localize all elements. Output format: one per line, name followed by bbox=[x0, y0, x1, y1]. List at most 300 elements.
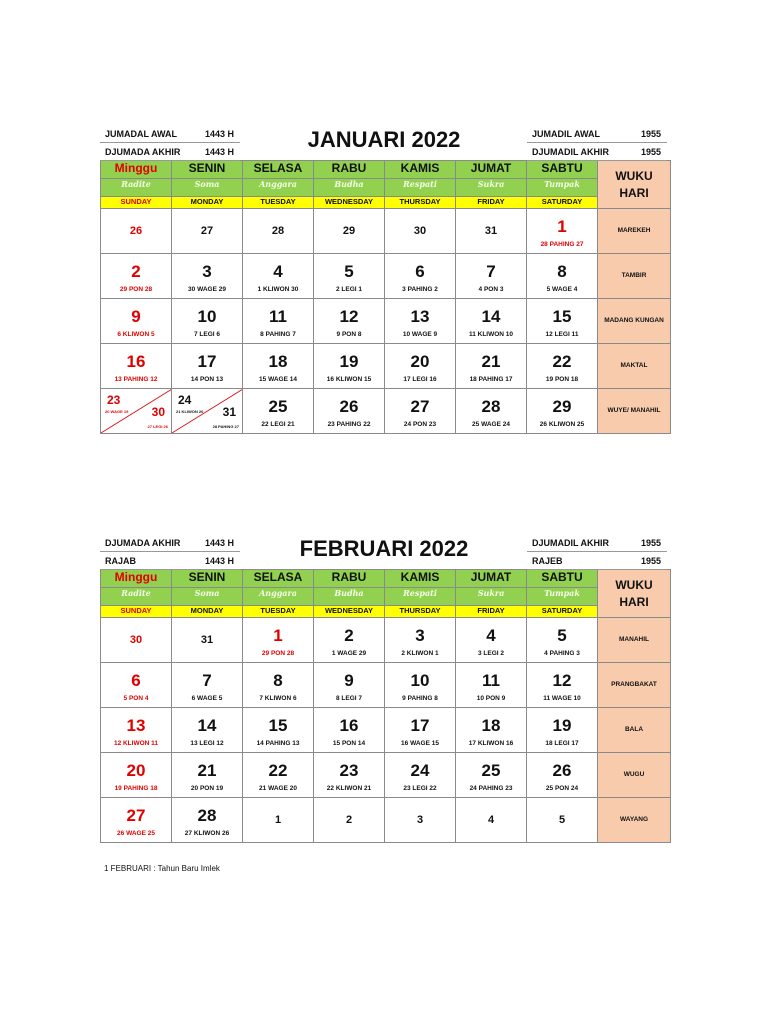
day-cell[interactable] bbox=[243, 618, 314, 663]
pasaran-label: 2 LEGI 1 bbox=[335, 286, 362, 293]
info-value: 1443 H bbox=[204, 538, 234, 548]
pasaran-label: 8 LEGI 7 bbox=[335, 695, 362, 702]
day-cell[interactable] bbox=[385, 708, 456, 753]
day-number: 16 bbox=[126, 352, 146, 371]
day-cell[interactable] bbox=[527, 798, 598, 843]
pasaran-label: 27 KLIWON 26 bbox=[184, 830, 230, 837]
wuku-name: BALA bbox=[598, 708, 671, 753]
pasaran-label: 19 PON 18 bbox=[545, 376, 579, 383]
info-label: DJUMADIL AKHIR bbox=[532, 538, 610, 548]
day-cell[interactable] bbox=[385, 209, 456, 254]
day-number: 25 bbox=[481, 761, 501, 780]
pasaran-label: 26 KLIWON 25 bbox=[539, 421, 585, 428]
day-cell[interactable] bbox=[314, 708, 385, 753]
pasaran-label: 5 WAGE 4 bbox=[546, 286, 578, 293]
month-calendar bbox=[100, 534, 670, 843]
day-cell[interactable] bbox=[101, 389, 172, 434]
weekday-name: SENIN bbox=[172, 570, 243, 588]
javanese-day-name: Respati bbox=[385, 179, 456, 197]
day-cell[interactable] bbox=[314, 209, 385, 254]
pasaran-label: 7 LEGI 6 bbox=[193, 331, 220, 338]
weekday-name: Minggu bbox=[101, 161, 172, 179]
wuku-name: WUYE/ MANAHIL bbox=[598, 389, 671, 434]
day-number: 17 bbox=[197, 352, 217, 371]
weekday-name: SABTU bbox=[527, 161, 598, 179]
hijri-month-info bbox=[100, 143, 240, 161]
wuku-header bbox=[598, 161, 671, 209]
day-number: 29 bbox=[342, 225, 356, 237]
pasaran-label: 1 WAGE 29 bbox=[331, 650, 367, 657]
day-number: 11 bbox=[482, 671, 500, 690]
day-cell[interactable] bbox=[527, 663, 598, 708]
day-number: 5 bbox=[558, 814, 566, 826]
day-number: 20 bbox=[126, 761, 146, 780]
day-number: 20 bbox=[410, 352, 430, 371]
day-cell[interactable] bbox=[456, 708, 527, 753]
wuku-name: PRANGBAKAT bbox=[598, 663, 671, 708]
pasaran-label: 8 PAHING 7 bbox=[260, 331, 296, 338]
pasaran-label: 1 KLIWON 30 bbox=[257, 286, 299, 293]
pasaran-label: 15 WAGE 14 bbox=[259, 376, 297, 383]
day-cell[interactable] bbox=[243, 389, 314, 434]
day-number: 28 bbox=[481, 397, 501, 416]
week-row bbox=[101, 798, 671, 843]
info-value: 1443 H bbox=[204, 129, 234, 139]
day-number: 24 bbox=[410, 761, 430, 780]
weekday-name: JUMAT bbox=[456, 570, 527, 588]
day-number: 1 bbox=[273, 626, 283, 645]
pasaran-label: 3 LEGI 2 bbox=[477, 650, 504, 657]
pasaran-label: 11 WAGE 10 bbox=[543, 695, 581, 702]
day-number: 23 bbox=[339, 761, 359, 780]
day-number: 27 bbox=[126, 806, 146, 825]
pasaran-label: 30 WAGE 29 bbox=[188, 286, 226, 293]
day-number: 16 bbox=[339, 716, 359, 735]
day-number: 3 bbox=[415, 626, 425, 645]
pasaran-label: 16 WAGE 15 bbox=[401, 740, 439, 747]
pasaran-label: 13 LEGI 12 bbox=[190, 740, 224, 747]
pasaran-label: 16 KLIWON 15 bbox=[326, 376, 372, 383]
english-day-name: MONDAY bbox=[172, 197, 243, 209]
wuku-header bbox=[598, 570, 671, 618]
english-day-name: THURSDAY bbox=[385, 197, 456, 209]
javanese-day-name: Tumpak bbox=[527, 588, 598, 606]
weekday-name: SELASA bbox=[243, 161, 314, 179]
day-number: 5 bbox=[344, 262, 354, 281]
english-day-name: TUESDAY bbox=[243, 606, 314, 618]
pasaran-label: 6 WAGE 5 bbox=[191, 695, 223, 702]
day-number: 1 bbox=[557, 217, 567, 236]
day-number: 30 bbox=[129, 634, 143, 646]
day-cell[interactable] bbox=[456, 254, 527, 299]
weekday-name: RABU bbox=[314, 161, 385, 179]
day-number: 18 bbox=[481, 716, 501, 735]
pasaran-label: 27 LEGI 26 bbox=[147, 424, 168, 429]
weekday-row bbox=[101, 570, 671, 588]
day-cell[interactable] bbox=[385, 254, 456, 299]
day-cell[interactable] bbox=[101, 344, 172, 389]
day-number: 5 bbox=[557, 626, 567, 645]
day-cell[interactable] bbox=[456, 344, 527, 389]
pasaran-label: 24 PAHING 23 bbox=[469, 785, 513, 792]
day-number: 21 bbox=[481, 352, 501, 371]
day-number: 10 bbox=[197, 307, 217, 326]
day-cell[interactable] bbox=[243, 209, 314, 254]
day-cell[interactable] bbox=[101, 209, 172, 254]
weekday-name: SABTU bbox=[527, 570, 598, 588]
pasaran-label: 23 LEGI 22 bbox=[403, 785, 437, 792]
wuku-header-line: HARI bbox=[619, 594, 649, 609]
day-number: 2 bbox=[344, 626, 354, 645]
day-cell[interactable] bbox=[101, 254, 172, 299]
day-cell[interactable] bbox=[172, 798, 243, 843]
wuku-name: MAREKEH bbox=[598, 209, 671, 254]
day-cell[interactable] bbox=[456, 663, 527, 708]
pasaran-label: 18 LEGI 17 bbox=[545, 740, 579, 747]
wuku-name: MAKTAL bbox=[598, 344, 671, 389]
day-cell[interactable] bbox=[527, 299, 598, 344]
week-row bbox=[101, 299, 671, 344]
pasaran-label: 7 KLIWON 6 bbox=[259, 695, 297, 702]
day-number: 15 bbox=[268, 716, 288, 735]
pasaran-label: 10 PON 9 bbox=[476, 695, 506, 702]
pasaran-label: 15 PON 14 bbox=[332, 740, 366, 747]
day-cell[interactable] bbox=[456, 618, 527, 663]
day-cell[interactable] bbox=[243, 344, 314, 389]
day-number: 4 bbox=[487, 814, 495, 826]
pasaran-label: 12 LEGI 11 bbox=[545, 331, 579, 338]
day-cell[interactable] bbox=[101, 753, 172, 798]
info-value: 1443 H bbox=[204, 556, 234, 566]
pasaran-label: 3 PAHING 2 bbox=[402, 286, 438, 293]
day-number: 9 bbox=[131, 307, 141, 326]
day-number: 2 bbox=[345, 814, 353, 826]
day-cell[interactable] bbox=[314, 254, 385, 299]
day-cell[interactable] bbox=[101, 708, 172, 753]
info-value: 1955 bbox=[640, 556, 661, 566]
wuku-name: MADANG KUNGAN bbox=[598, 299, 671, 344]
split-day-cell bbox=[101, 389, 171, 433]
day-number: 2 bbox=[131, 262, 141, 281]
day-number: 4 bbox=[486, 626, 496, 645]
day-number: 8 bbox=[557, 262, 567, 281]
month-header bbox=[100, 125, 670, 160]
day-cell[interactable] bbox=[456, 389, 527, 434]
info-label: JUMADIL AWAL bbox=[532, 129, 601, 139]
pasaran-label: 29 PON 28 bbox=[261, 650, 295, 657]
javanese-day-row bbox=[101, 179, 671, 197]
day-cell[interactable] bbox=[101, 798, 172, 843]
day-number: 15 bbox=[552, 307, 572, 326]
javanese-year-info bbox=[527, 552, 667, 570]
javanese-day-name: Radite bbox=[101, 588, 172, 606]
day-number: 19 bbox=[552, 716, 572, 735]
calendar-table bbox=[100, 160, 671, 434]
day-number: 31 bbox=[484, 225, 498, 237]
wuku-name: WUGU bbox=[598, 753, 671, 798]
info-value: 1443 H bbox=[204, 147, 234, 157]
pasaran-label: 5 PON 4 bbox=[123, 695, 149, 702]
day-cell[interactable] bbox=[172, 618, 243, 663]
day-cell[interactable] bbox=[314, 663, 385, 708]
day-cell[interactable] bbox=[243, 663, 314, 708]
week-row bbox=[101, 209, 671, 254]
pasaran-label: 17 KLIWON 16 bbox=[468, 740, 514, 747]
day-cell[interactable] bbox=[243, 254, 314, 299]
pasaran-label: 9 PAHING 8 bbox=[402, 695, 438, 702]
info-label: DJUMADA AKHIR bbox=[105, 147, 181, 157]
day-cell[interactable] bbox=[314, 798, 385, 843]
english-day-name: THURSDAY bbox=[385, 606, 456, 618]
weekday-row bbox=[101, 161, 671, 179]
day-number: 14 bbox=[197, 716, 217, 735]
day-cell[interactable] bbox=[527, 209, 598, 254]
english-day-name: MONDAY bbox=[172, 606, 243, 618]
day-cell[interactable] bbox=[527, 618, 598, 663]
day-cell[interactable] bbox=[527, 708, 598, 753]
day-number: 30 bbox=[413, 225, 427, 237]
day-cell[interactable] bbox=[172, 344, 243, 389]
info-label: DJUMADIL AKHIR bbox=[532, 147, 610, 157]
day-number: 12 bbox=[339, 307, 359, 326]
javanese-day-name: Tumpak bbox=[527, 179, 598, 197]
weekday-name: SENIN bbox=[172, 161, 243, 179]
pasaran-label: 28 PAHING 27 bbox=[212, 424, 239, 429]
pasaran-label: 9 PON 8 bbox=[336, 331, 362, 338]
javanese-day-name: Soma bbox=[172, 588, 243, 606]
pasaran-label: 20 WAGE 19 bbox=[105, 409, 129, 414]
day-number: 7 bbox=[486, 262, 496, 281]
calendar-table bbox=[100, 569, 671, 843]
english-day-name: SUNDAY bbox=[101, 197, 172, 209]
javanese-day-name: Sukra bbox=[456, 179, 527, 197]
weekday-name: JUMAT bbox=[456, 161, 527, 179]
footnote: 1 FEBRUARI : Tahun Baru Imlek bbox=[104, 864, 220, 873]
month-title: FEBRUARI 2022 bbox=[299, 536, 469, 561]
week-row bbox=[101, 389, 671, 434]
english-day-name: SATURDAY bbox=[527, 606, 598, 618]
day-cell[interactable] bbox=[385, 663, 456, 708]
day-number: 22 bbox=[268, 761, 288, 780]
weekday-name: Minggu bbox=[101, 570, 172, 588]
pasaran-label: 4 PAHING 3 bbox=[544, 650, 580, 657]
day-cell[interactable] bbox=[101, 299, 172, 344]
pasaran-label: 4 PON 3 bbox=[478, 286, 504, 293]
day-cell[interactable] bbox=[385, 299, 456, 344]
day-cell[interactable] bbox=[101, 618, 172, 663]
day-number: 22 bbox=[552, 352, 572, 371]
day-number: 8 bbox=[273, 671, 283, 690]
day-cell[interactable] bbox=[527, 753, 598, 798]
day-number: 14 bbox=[481, 307, 501, 326]
day-number: 26 bbox=[339, 397, 359, 416]
week-row bbox=[101, 254, 671, 299]
javanese-day-name: Radite bbox=[101, 179, 172, 197]
day-number: 23 bbox=[107, 393, 121, 407]
split-day-cell bbox=[172, 389, 242, 433]
pasaran-label: 28 PAHING 27 bbox=[540, 241, 584, 248]
day-cell[interactable] bbox=[243, 753, 314, 798]
pasaran-label: 11 KLIWON 10 bbox=[468, 331, 514, 338]
day-cell[interactable] bbox=[243, 708, 314, 753]
day-number: 31 bbox=[200, 634, 214, 646]
english-day-name: SUNDAY bbox=[101, 606, 172, 618]
pasaran-label: 23 PAHING 22 bbox=[327, 421, 371, 428]
day-number: 17 bbox=[410, 716, 430, 735]
pasaran-label: 14 PAHING 13 bbox=[256, 740, 300, 747]
javanese-year-info bbox=[527, 534, 667, 552]
day-number: 9 bbox=[344, 671, 354, 690]
day-cell[interactable] bbox=[172, 299, 243, 344]
day-number: 24 bbox=[178, 393, 192, 407]
pasaran-label: 18 PAHING 17 bbox=[469, 376, 513, 383]
day-cell[interactable] bbox=[385, 753, 456, 798]
day-number: 28 bbox=[197, 806, 217, 825]
info-value: 1955 bbox=[640, 538, 661, 548]
day-cell[interactable] bbox=[527, 344, 598, 389]
wuku-name: MANAHIL bbox=[598, 618, 671, 663]
day-number: 28 bbox=[271, 225, 285, 237]
info-value: 1955 bbox=[640, 129, 661, 139]
info-label: JUMADAL AWAL bbox=[105, 129, 177, 139]
day-cell[interactable] bbox=[172, 254, 243, 299]
day-number: 27 bbox=[410, 397, 430, 416]
pasaran-label: 29 PON 28 bbox=[119, 286, 153, 293]
day-number: 13 bbox=[410, 307, 430, 326]
day-cell[interactable] bbox=[385, 798, 456, 843]
day-number: 3 bbox=[202, 262, 212, 281]
day-cell[interactable] bbox=[172, 663, 243, 708]
day-number: 30 bbox=[151, 405, 165, 419]
day-cell[interactable] bbox=[385, 344, 456, 389]
day-cell[interactable] bbox=[385, 618, 456, 663]
weekday-name: RABU bbox=[314, 570, 385, 588]
pasaran-label: 22 LEGI 21 bbox=[261, 421, 295, 428]
day-cell[interactable] bbox=[172, 209, 243, 254]
day-cell[interactable] bbox=[456, 798, 527, 843]
month-title: JANUARI 2022 bbox=[307, 127, 461, 152]
day-cell[interactable] bbox=[243, 798, 314, 843]
day-cell[interactable] bbox=[314, 344, 385, 389]
pasaran-label: 25 PON 24 bbox=[545, 785, 579, 792]
day-cell[interactable] bbox=[527, 254, 598, 299]
day-number: 31 bbox=[222, 405, 236, 419]
english-day-name: WEDNESDAY bbox=[314, 606, 385, 618]
javanese-day-row bbox=[101, 588, 671, 606]
english-day-name: WEDNESDAY bbox=[314, 197, 385, 209]
day-number: 27 bbox=[200, 225, 214, 237]
info-value: 1955 bbox=[640, 147, 661, 157]
hijri-month-info bbox=[100, 125, 240, 143]
day-number: 1 bbox=[274, 814, 282, 826]
english-day-name: SATURDAY bbox=[527, 197, 598, 209]
pasaran-label: 21 WAGE 20 bbox=[259, 785, 297, 792]
pasaran-label: 24 PON 23 bbox=[403, 421, 437, 428]
day-cell[interactable] bbox=[314, 389, 385, 434]
wuku-header-line: HARI bbox=[619, 185, 649, 200]
day-number: 25 bbox=[268, 397, 288, 416]
javanese-day-name: Sukra bbox=[456, 588, 527, 606]
day-number: 10 bbox=[410, 671, 430, 690]
day-cell[interactable] bbox=[456, 753, 527, 798]
english-day-row bbox=[101, 606, 671, 618]
day-cell[interactable] bbox=[243, 299, 314, 344]
english-day-name: FRIDAY bbox=[456, 197, 527, 209]
pasaran-label: 21 KLIWON 20 bbox=[176, 409, 204, 414]
hijri-month-info bbox=[100, 534, 240, 552]
day-number: 26 bbox=[552, 761, 572, 780]
day-cell[interactable] bbox=[314, 753, 385, 798]
day-cell[interactable] bbox=[456, 299, 527, 344]
weekday-name: KAMIS bbox=[385, 161, 456, 179]
javanese-day-name: Budha bbox=[314, 179, 385, 197]
day-cell[interactable] bbox=[527, 389, 598, 434]
month-calendar bbox=[100, 125, 670, 434]
day-cell[interactable] bbox=[101, 663, 172, 708]
javanese-year-info bbox=[527, 125, 667, 143]
javanese-year-info bbox=[527, 143, 667, 161]
day-cell[interactable] bbox=[172, 708, 243, 753]
pasaran-label: 6 KLIWON 5 bbox=[117, 331, 155, 338]
day-number: 3 bbox=[416, 814, 424, 826]
pasaran-label: 14 PON 13 bbox=[190, 376, 224, 383]
pasaran-label: 12 KLIWON 11 bbox=[113, 740, 159, 747]
day-cell[interactable] bbox=[456, 209, 527, 254]
day-number: 6 bbox=[131, 671, 141, 690]
english-day-row bbox=[101, 197, 671, 209]
day-number: 13 bbox=[126, 716, 146, 735]
pasaran-label: 2 KLIWON 1 bbox=[401, 650, 439, 657]
hijri-month-info bbox=[100, 552, 240, 570]
day-number: 19 bbox=[339, 352, 359, 371]
wuku-header-line: WUKU bbox=[615, 168, 653, 183]
info-label: RAJEB bbox=[532, 556, 563, 566]
pasaran-label: 13 PAHING 12 bbox=[114, 376, 158, 383]
pasaran-label: 20 PON 19 bbox=[190, 785, 224, 792]
day-number: 11 bbox=[269, 307, 287, 326]
day-cell[interactable] bbox=[314, 618, 385, 663]
english-day-name: FRIDAY bbox=[456, 606, 527, 618]
day-number: 21 bbox=[197, 761, 217, 780]
month-header bbox=[100, 534, 670, 569]
day-number: 12 bbox=[552, 671, 572, 690]
wuku-header-line: WUKU bbox=[615, 577, 653, 592]
javanese-day-name: Anggara bbox=[243, 179, 314, 197]
day-cell[interactable] bbox=[385, 389, 456, 434]
pasaran-label: 26 WAGE 25 bbox=[117, 830, 155, 837]
wuku-name: WAYANG bbox=[598, 798, 671, 843]
pasaran-label: 19 PAHING 18 bbox=[114, 785, 158, 792]
day-number: 26 bbox=[129, 225, 143, 237]
weekday-name: KAMIS bbox=[385, 570, 456, 588]
day-number: 18 bbox=[268, 352, 288, 371]
english-day-name: TUESDAY bbox=[243, 197, 314, 209]
day-cell[interactable] bbox=[172, 389, 243, 434]
week-row bbox=[101, 344, 671, 389]
javanese-day-name: Anggara bbox=[243, 588, 314, 606]
day-number: 4 bbox=[273, 262, 283, 281]
pasaran-label: 22 KLIWON 21 bbox=[326, 785, 372, 792]
pasaran-label: 17 LEGI 16 bbox=[403, 376, 437, 383]
day-cell[interactable] bbox=[172, 753, 243, 798]
info-label: RAJAB bbox=[105, 556, 137, 566]
javanese-day-name: Respati bbox=[385, 588, 456, 606]
day-cell[interactable] bbox=[314, 299, 385, 344]
javanese-day-name: Budha bbox=[314, 588, 385, 606]
pasaran-label: 25 WAGE 24 bbox=[472, 421, 510, 428]
day-number: 29 bbox=[552, 397, 572, 416]
pasaran-label: 10 WAGE 9 bbox=[402, 331, 438, 338]
